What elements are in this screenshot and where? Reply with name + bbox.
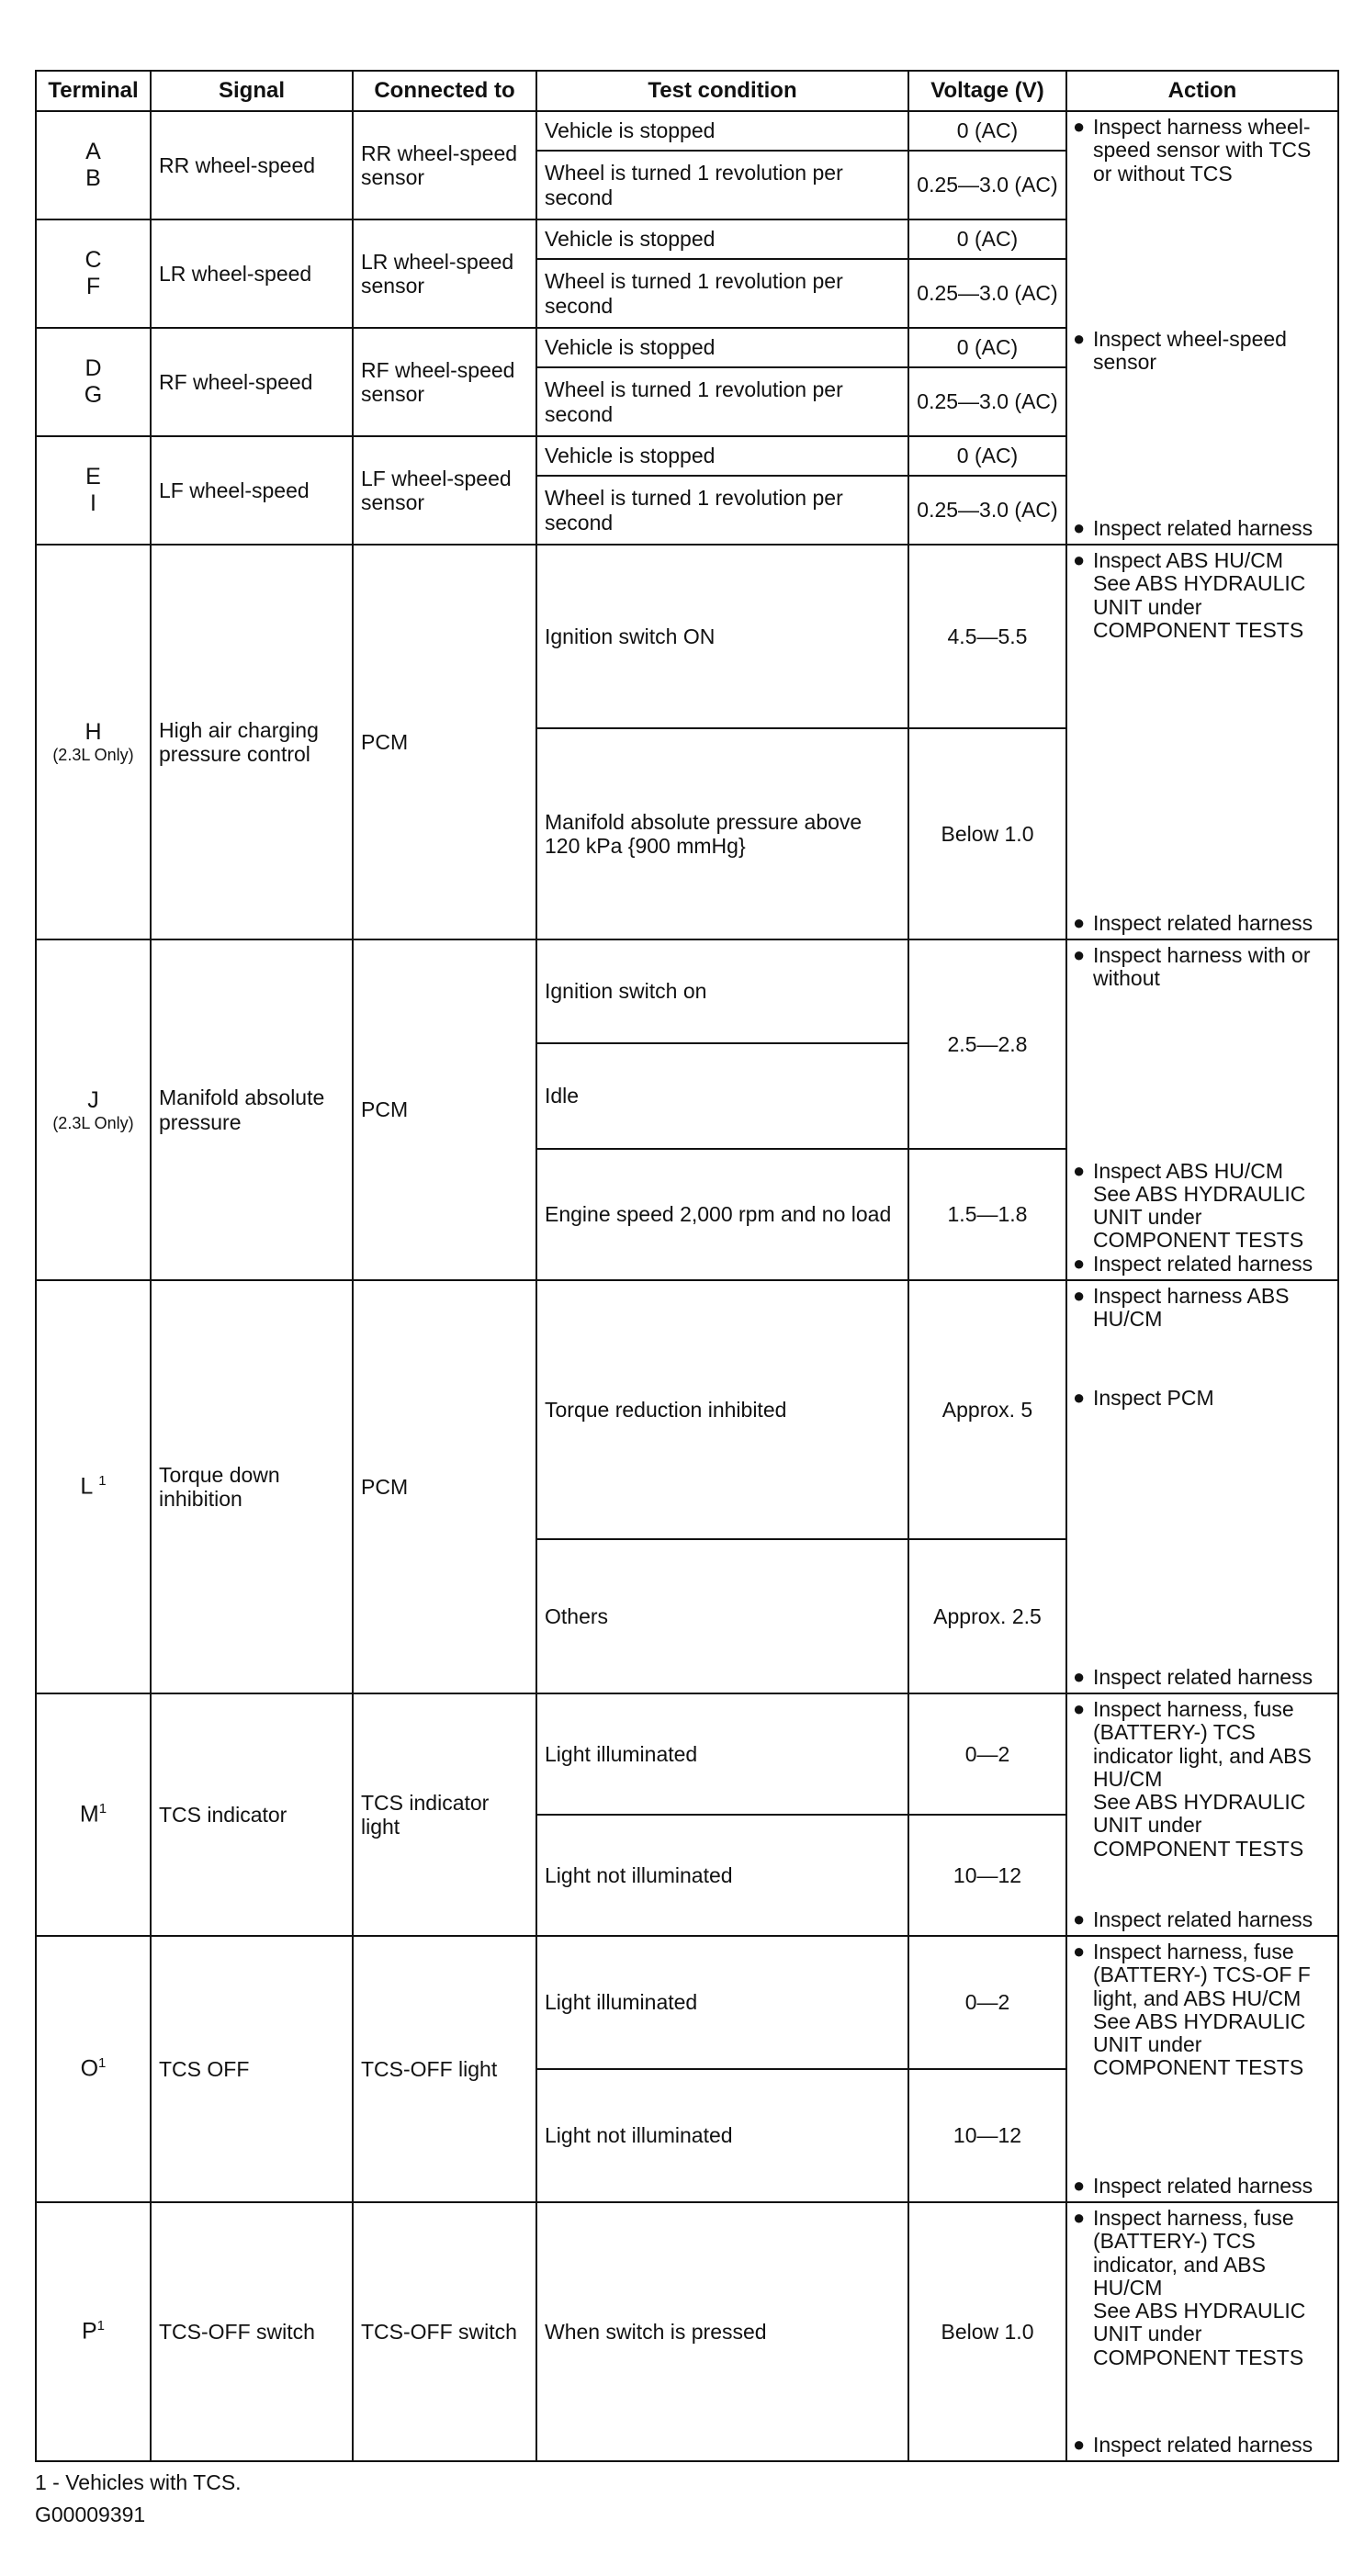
action-cell (1066, 2202, 1338, 2461)
bullet-icon: ● (1073, 2432, 1086, 2456)
signal-cell: TCS indicator (151, 1693, 353, 1936)
action-cell (1066, 545, 1338, 939)
footnote-marker: 1 (98, 1473, 107, 1490)
signal-cell: RR wheel-speed (151, 111, 353, 219)
condition-cell: Vehicle is stopped (536, 328, 908, 367)
signal-cell: LF wheel-speed (151, 436, 353, 545)
action-cell (1066, 1693, 1338, 1936)
signal-cell: Torque down inhibition (151, 1280, 353, 1693)
terminal-label: J (87, 1086, 99, 1113)
table-row (36, 1693, 1338, 1815)
condition-cell: Ignition switch ON (536, 545, 908, 728)
header-row (36, 71, 1338, 111)
table-row (36, 545, 1338, 728)
bullet-icon: ● (1073, 1940, 1086, 1963)
action-item: ● Inspect harness, fuse (BATTERY-) TCS indicator light, and ABS HU/CM (1073, 1697, 1312, 1791)
action-note: See ABS HYDRAULIC UNIT under COMPONENT TESTS (1093, 1181, 1306, 1253)
condition-cell: Light not illuminated (536, 2069, 908, 2202)
terminal-label: B (85, 165, 101, 191)
bullet-icon: ● (1073, 1664, 1086, 1688)
condition-cell: Manifold absolute pressure above 120 kPa {900 mmHg} (536, 728, 908, 939)
terminal-label: G (84, 382, 103, 408)
voltage-cell: 4.5—5.5 (908, 545, 1066, 728)
condition-cell: Engine speed 2,000 rpm and no load (536, 1149, 908, 1280)
voltage-cell: 10—12 (908, 1815, 1066, 1936)
bullet-icon: ● (1073, 1907, 1086, 1930)
bullet-icon: ● (1073, 115, 1086, 138)
connected-cell: RF wheel-speed sensor (353, 328, 536, 436)
connected-cell: PCM (353, 939, 536, 1280)
voltage-cell: 10—12 (908, 2069, 1066, 2202)
action-note: See ABS HYDRAULIC UNIT under COMPONENT TESTS (1093, 571, 1306, 642)
terminal-cell (36, 111, 151, 219)
terminal-label: O (80, 2055, 99, 2082)
terminal-cell (36, 1280, 151, 1693)
action-item: ● Inspect harness with or without (1073, 943, 1311, 991)
connected-cell: TCS-OFF switch (353, 2202, 536, 2461)
condition-cell: Wheel is turned 1 revolution per second (536, 367, 908, 436)
terminal-label: A (85, 139, 101, 165)
condition-cell: Others (536, 1539, 908, 1693)
connected-cell: PCM (353, 1280, 536, 1693)
terminal-label: C (85, 247, 102, 274)
action-item: ● Inspect ABS HU/CM (1073, 548, 1284, 572)
terminal-cell (36, 545, 151, 939)
bullet-icon: ● (1073, 1385, 1086, 1409)
bullet-icon: ● (1073, 910, 1086, 934)
header-action: Action (1066, 71, 1338, 111)
action-item: ● Inspect related harness (1073, 910, 1313, 935)
action-item: ● Inspect related harness (1073, 2173, 1313, 2198)
bullet-icon: ● (1073, 1251, 1086, 1275)
voltage-cell: 0 (AC) (908, 111, 1066, 151)
figure-id: G00009391 (35, 2503, 146, 2526)
terminal-label: L (80, 1473, 93, 1500)
voltage-cell: 2.5—2.8 (908, 939, 1066, 1149)
signal-cell: Manifold absolute pressure (151, 939, 353, 1280)
condition-cell: Wheel is turned 1 revolution per second (536, 476, 908, 545)
terminal-label: F (85, 274, 101, 299)
action-note: See ABS HYDRAULIC UNIT under COMPONENT TESTS (1093, 2299, 1306, 2369)
voltage-cell: Below 1.0 (908, 2202, 1066, 2461)
connected-cell: LF wheel-speed sensor (353, 436, 536, 545)
table-row (36, 2202, 1338, 2461)
terminal-cell (36, 436, 151, 545)
voltage-cell: 0 (AC) (908, 219, 1066, 259)
terminal-cell (36, 328, 151, 436)
action-item: ● Inspect related harness (1073, 1907, 1313, 1931)
condition-cell: Light not illuminated (536, 1815, 908, 1936)
bullet-icon: ● (1073, 1697, 1086, 1720)
action-item: ● Inspect harness ABS HU/CM (1073, 1284, 1290, 1332)
bullet-icon: ● (1073, 515, 1086, 539)
table-row (36, 111, 1338, 151)
voltage-cell: Below 1.0 (908, 728, 1066, 939)
bullet-icon: ● (1073, 1284, 1086, 1307)
condition-cell: When switch is pressed (536, 2202, 908, 2461)
signal-cell: High air charging pressure control (151, 545, 353, 939)
table-row (36, 939, 1338, 1043)
action-note: See ABS HYDRAULIC UNIT under COMPONENT TESTS (1093, 1790, 1306, 1861)
action-item: ● Inspect related harness (1073, 515, 1313, 540)
voltage-cell: 0.25—3.0 (AC) (908, 367, 1066, 436)
voltage-cell: 0.25—3.0 (AC) (908, 259, 1066, 328)
header-signal: Signal (151, 71, 353, 111)
connected-cell: TCS-OFF light (353, 1936, 536, 2202)
condition-cell: Vehicle is stopped (536, 219, 908, 259)
action-cell (1066, 939, 1338, 1280)
signal-cell: TCS-OFF switch (151, 2202, 353, 2461)
terminal-label: E (85, 464, 101, 490)
action-cell (1066, 1280, 1338, 1693)
voltage-cell: 0—2 (908, 1936, 1066, 2069)
terminal-label: I (90, 490, 96, 516)
signal-cell: RF wheel-speed (151, 328, 353, 436)
voltage-cell: 0.25—3.0 (AC) (908, 476, 1066, 545)
condition-cell: Idle (536, 1043, 908, 1149)
voltage-cell: Approx. 5 (908, 1280, 1066, 1539)
footnote-marker: 1 (98, 2055, 107, 2072)
voltage-cell: 0—2 (908, 1693, 1066, 1815)
header-test-condition: Test condition (536, 71, 908, 111)
condition-cell: Wheel is turned 1 revolution per second (536, 151, 908, 219)
bullet-icon: ● (1073, 548, 1086, 571)
action-item: ● Inspect PCM (1073, 1385, 1214, 1410)
bullet-icon: ● (1073, 2206, 1086, 2229)
footnote: 1 - Vehicles with TCS. (35, 2470, 242, 2494)
condition-cell: Light illuminated (536, 1693, 908, 1815)
bullet-icon: ● (1073, 1158, 1086, 1182)
action-item: ● Inspect harness, fuse (BATTERY-) TCS indicator, and ABS HU/CM (1073, 2206, 1294, 2300)
connected-cell: TCS indicator light (353, 1693, 536, 1936)
terminal-label: H (85, 719, 102, 746)
table-row (36, 1280, 1338, 1539)
signal-cell: TCS OFF (151, 1936, 353, 2202)
action-cell (1066, 1936, 1338, 2202)
action-item: ● Inspect related harness (1073, 2432, 1313, 2457)
header-voltage: Voltage (V) (908, 71, 1066, 111)
bullet-icon: ● (1073, 2173, 1086, 2197)
action-item: ● Inspect harness wheel-speed sensor with TCS or without TCS (1073, 115, 1312, 186)
footnote-marker: 1 (98, 1801, 107, 1817)
connected-cell: RR wheel-speed sensor (353, 111, 536, 219)
action-item: ● Inspect wheel-speed sensor (1073, 327, 1287, 375)
condition-cell: Vehicle is stopped (536, 436, 908, 476)
header-connected: Connected to (353, 71, 536, 111)
bullet-icon: ● (1073, 943, 1086, 966)
action-item: ● Inspect harness, fuse (BATTERY-) TCS-OF F light, and ABS HU/CM (1073, 1940, 1311, 2010)
terminal-label: D (85, 355, 102, 382)
connected-cell: LR wheel-speed sensor (353, 219, 536, 328)
terminal-cell (36, 939, 151, 1280)
condition-cell: Wheel is turned 1 revolution per second (536, 259, 908, 328)
signal-cell: LR wheel-speed (151, 219, 353, 328)
voltage-cell: Approx. 2.5 (908, 1539, 1066, 1693)
terminal-note: (2.3L Only) (52, 746, 134, 765)
terminal-cell (36, 219, 151, 328)
terminal-voltage-table (35, 70, 1339, 2462)
footnote-marker: 1 (96, 2318, 106, 2334)
connected-cell: PCM (353, 545, 536, 939)
terminal-cell (36, 2202, 151, 2461)
condition-cell: Vehicle is stopped (536, 111, 908, 151)
action-cell (1066, 111, 1338, 545)
action-note: See ABS HYDRAULIC UNIT under COMPONENT TESTS (1093, 2008, 1306, 2080)
action-item: ● Inspect related harness (1073, 1664, 1313, 1689)
voltage-cell: 0.25—3.0 (AC) (908, 151, 1066, 219)
voltage-cell: 1.5—1.8 (908, 1149, 1066, 1280)
bullet-icon: ● (1073, 327, 1086, 350)
voltage-cell: 0 (AC) (908, 436, 1066, 476)
terminal-label: P (81, 2318, 97, 2345)
voltage-cell: 0 (AC) (908, 328, 1066, 367)
terminal-label: M (79, 1801, 99, 1828)
table-row (36, 1936, 1338, 2069)
terminal-cell (36, 1936, 151, 2202)
action-item: ● Inspect ABS HU/CM (1073, 1158, 1284, 1183)
condition-cell: Torque reduction inhibited (536, 1280, 908, 1539)
condition-cell: Light illuminated (536, 1936, 908, 2069)
header-terminal: Terminal (36, 71, 151, 111)
terminal-note: (2.3L Only) (52, 1113, 134, 1132)
action-item: ● Inspect related harness (1073, 1251, 1313, 1276)
terminal-cell (36, 1693, 151, 1936)
condition-cell: Ignition switch on (536, 939, 908, 1043)
